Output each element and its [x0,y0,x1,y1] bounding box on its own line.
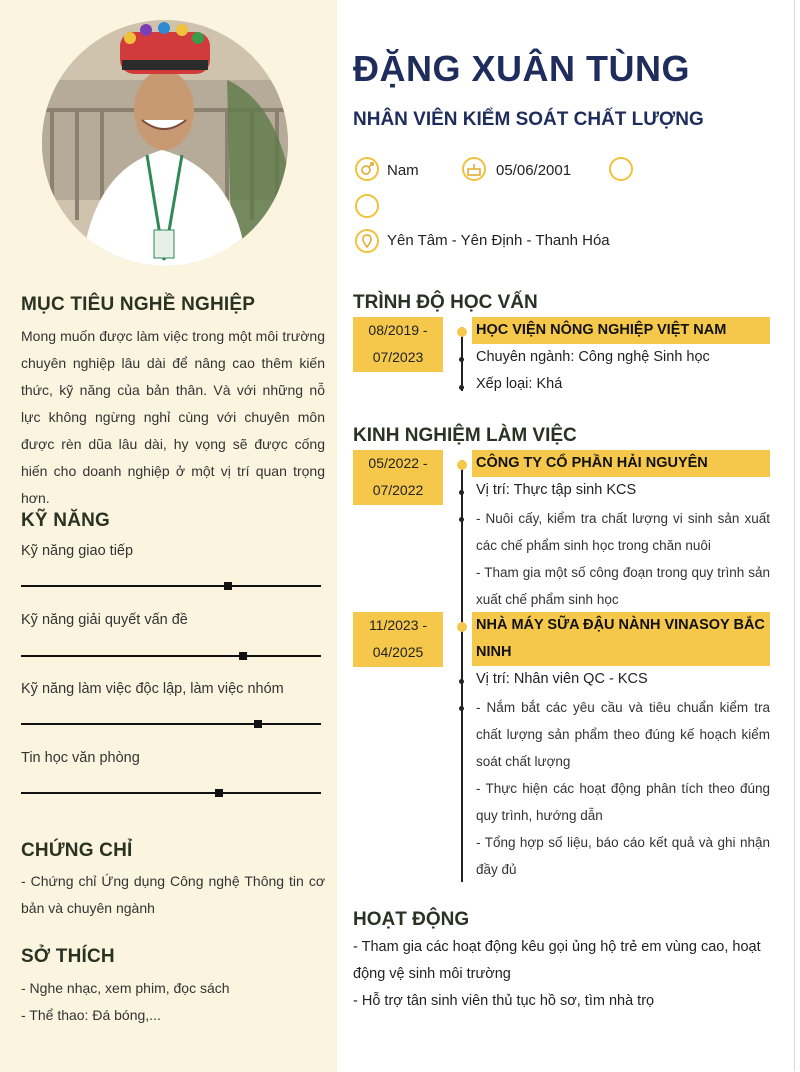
date-to: 04/2025 [372,644,424,660]
school-name: HỌC VIỆN NÔNG NGHIỆP VIỆT NAM [472,317,770,344]
objective-text: Mong muốn được làm việc trong một môi trường chuyên nghiệp lâu dài để nâng cao thêm kiến thức, kỹ năng của bản thân. Và với những nỗ lực không ngừng nghỉ cùng với chuyên môn được rèn dũa lâu dài, hy vọng sẽ được cống hiến cho doanh nghiệp ở một vị trí quan trọng hơn. [21,328,325,506]
hobby-item: - Nghe nhạc, xem phim, đọc sách [21,980,230,996]
date-to: 07/2023 [372,349,424,365]
activities-title: HOẠT ĐỘNG [353,909,470,930]
address-value: Yên Tâm - Yên Định - Thanh Hóa [387,232,610,249]
skill-label: Kỹ năng giao tiếp [21,543,134,559]
job-task: - Tổng hợp số liệu, báo cáo kết quả và ghi nhận đầy đủ [476,835,770,877]
activity-item: - Tham gia các hoạt động kêu gọi ủng hộ trẻ em vùng cao, hoạt động vệ sinh môi trường [353,939,761,982]
company-name: NHÀ MÁY SỮA ĐẬU NÀNH VINASOY BẮC NINH [472,612,770,666]
timeline-bullet [459,490,464,495]
experience-title: KINH NGHIỆM LÀM VIỆC [353,425,577,446]
date-to: 07/2022 [372,482,424,498]
birthday-value: 05/06/2001 [496,162,572,179]
skill-label: Kỹ năng làm việc độc lập, làm việc nhóm [21,681,284,697]
job-task: - Tham gia một số công đoạn trong quy trình sản xuất chế phẩm sinh học [476,565,770,607]
skill-level-marker [215,789,223,797]
certificates-title: CHỨNG CHỈ [21,840,133,861]
skill-level-marker [254,720,262,728]
skill-bar [21,655,321,657]
timeline-bullet [459,357,464,362]
skill-level-marker [224,582,232,590]
location-icon [355,229,379,253]
date-from: 08/2019 - [368,322,428,338]
skill-level-marker [239,652,247,660]
gender-value: Nam [387,162,419,179]
job-title: NHÂN VIÊN KIỂM SOÁT CHẤT LƯỢNG [353,109,704,130]
timeline-bullet [459,679,464,684]
candidate-name: ĐẶNG XUÂN TÙNG [353,48,690,89]
timeline-bullet [459,706,464,711]
skill-bar [21,585,321,587]
job-date [353,450,443,505]
timeline-marker [457,460,467,470]
skill-label: Kỹ năng giải quyết vấn đề [21,612,188,628]
skill-label: Tin học văn phòng [21,750,140,766]
company-name: CÔNG TY CỔ PHẦN HẢI NGUYÊN [472,450,770,477]
phone-icon [609,157,633,181]
skill-bar [21,723,321,725]
job-position: Vị trí: Thực tập sinh KCS [476,482,637,498]
job-task: - Thực hiện các hoạt động phân tích theo đúng quy trình, hướng dẫn [476,781,770,823]
hobbies-title: SỞ THÍCH [21,946,115,967]
major: Chuyên ngành: Công nghệ Sinh học [476,349,710,365]
timeline-bullet [459,385,464,390]
skill-bar [21,792,321,794]
education-title: TRÌNH ĐỘ HỌC VẤN [353,292,538,313]
timeline-bullet [459,517,464,522]
skills-title: KỸ NĂNG [21,510,111,531]
gender-icon [355,157,379,181]
timeline-marker [457,327,467,337]
hobby-item: - Thể thao: Đá bóng,... [21,1007,161,1023]
birthday-cake-icon [462,157,486,181]
email-icon [355,194,379,218]
education-date [353,317,443,372]
certificates-text: - Chứng chỉ Ứng dụng Công nghệ Thông tin cơ bản và chuyên ngành [21,873,325,916]
date-from: 05/2022 - [368,455,428,471]
job-position: Vị trí: Nhân viên QC - KCS [476,671,648,687]
left-column [0,0,337,1072]
date-from: 11/2023 - [368,617,428,633]
profile-photo-illustration [42,20,288,266]
job-task: - Nuôi cấy, kiểm tra chất lượng vi sinh sản xuất các chế phẩm sinh học trong chăn nuôi [476,511,770,553]
job-task: - Nắm bắt các yêu cầu và tiêu chuẩn kiểm tra chất lượng sản phẩm theo đúng kế hoạch kiểm soát chất lượng [476,700,770,769]
objective-title: MỤC TIÊU NGHỀ NGHIỆP [21,294,256,315]
profile-photo [42,20,288,266]
timeline-marker [457,622,467,632]
experience-timeline [461,460,463,882]
rank: Xếp loại: Khá [476,376,563,392]
job-date [353,612,443,667]
activity-item: - Hỗ trợ tân sinh viên thủ tục hồ sơ, tìm nhà trọ [353,993,655,1009]
